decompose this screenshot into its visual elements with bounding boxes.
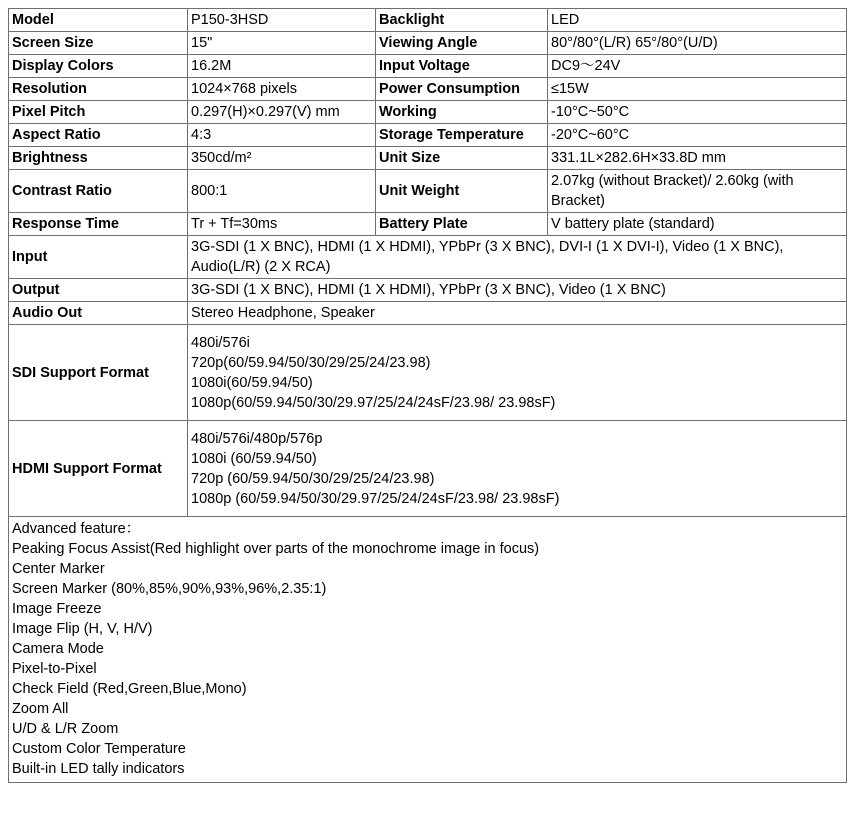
text-line: Audio(L/R) (2 X RCA) bbox=[191, 259, 331, 275]
label-viewing-angle: Viewing Angle bbox=[376, 32, 548, 55]
table-row bbox=[9, 279, 847, 302]
label-audio-out: Audio Out bbox=[9, 302, 188, 325]
value-response-time: Tr + Tf=30ms bbox=[188, 213, 376, 236]
feature-item: Check Field (Red,Green,Blue,Mono) bbox=[12, 681, 247, 697]
text-line: 720p(60/59.94/50/30/29/25/24/23.98) bbox=[191, 354, 431, 371]
value-unit-weight bbox=[548, 170, 847, 213]
table-row bbox=[9, 302, 847, 325]
label-hdmi-support-format: HDMI Support Format bbox=[9, 421, 188, 517]
table-row bbox=[9, 213, 847, 236]
feature-item: Center Marker bbox=[12, 561, 105, 577]
value-pixel-pitch: 0.297(H)×0.297(V) mm bbox=[188, 101, 376, 124]
value-resolution: 1024×768 pixels bbox=[188, 78, 376, 101]
feature-item: U/D & L/R Zoom bbox=[12, 721, 119, 737]
value-working: -10°C~50°C bbox=[548, 101, 847, 124]
text-line: 1080i(60/59.94/50) bbox=[191, 374, 313, 391]
label-brightness: Brightness bbox=[9, 147, 188, 170]
value-screen-size: 15" bbox=[188, 32, 376, 55]
value-output: 3G-SDI (1 X BNC), HDMI (1 X HDMI), YPbPr (3 X BNC), Video (1 X BNC) bbox=[188, 279, 847, 302]
value-input bbox=[188, 236, 847, 279]
table-row bbox=[9, 32, 847, 55]
label-output: Output bbox=[9, 279, 188, 302]
label-screen-size: Screen Size bbox=[9, 32, 188, 55]
table-row bbox=[9, 55, 847, 78]
text-line: 2.07kg (without Bracket)/ 2.60kg (with bbox=[551, 173, 794, 189]
text-line: 3G-SDI (1 X BNC), HDMI (1 X HDMI), YPbPr (3 X BNC), DVI-I (1 X DVI-I), Video (1 X BNC), bbox=[191, 239, 784, 255]
label-display-colors: Display Colors bbox=[9, 55, 188, 78]
spec-table bbox=[8, 8, 847, 783]
table-row bbox=[9, 170, 847, 213]
table-row bbox=[9, 236, 847, 279]
advanced-features bbox=[9, 517, 847, 783]
label-aspect-ratio: Aspect Ratio bbox=[9, 124, 188, 147]
value-power-consumption: ≤15W bbox=[548, 78, 847, 101]
text-line: 1080p(60/59.94/50/30/29.97/25/24/24sF/23.98/ 23.98sF) bbox=[191, 394, 556, 411]
value-viewing-angle: 80°/80°(L/R) 65°/80°(U/D) bbox=[548, 32, 847, 55]
table-row bbox=[9, 101, 847, 124]
value-audio-out: Stereo Headphone, Speaker bbox=[188, 302, 847, 325]
text-line: 1080p (60/59.94/50/30/29.97/25/24/24sF/23.98/ 23.98sF) bbox=[191, 490, 560, 507]
text-line: 480i/576i/480p/576p bbox=[191, 430, 323, 447]
label-storage-temperature: Storage Temperature bbox=[376, 124, 548, 147]
text-line: Bracket) bbox=[551, 193, 605, 209]
text-line: 720p (60/59.94/50/30/29/25/24/23.98) bbox=[191, 470, 435, 487]
feature-item: Screen Marker (80%,85%,90%,93%,96%,2.35:1) bbox=[12, 581, 327, 597]
label-response-time: Response Time bbox=[9, 213, 188, 236]
table-row bbox=[9, 421, 847, 517]
label-unit-size: Unit Size bbox=[376, 147, 548, 170]
value-unit-size: 331.1L×282.6H×33.8D mm bbox=[548, 147, 847, 170]
table-row bbox=[9, 325, 847, 421]
label-unit-weight: Unit Weight bbox=[376, 170, 548, 213]
text-line: 480i/576i bbox=[191, 334, 250, 351]
feature-item: Peaking Focus Assist(Red highlight over parts of the monochrome image in focus) bbox=[12, 541, 540, 557]
value-model: P150-3HSD bbox=[188, 9, 376, 32]
value-sdi-support-format bbox=[188, 325, 847, 421]
feature-item: Camera Mode bbox=[12, 641, 104, 657]
value-hdmi-support-format bbox=[188, 421, 847, 517]
label-battery-plate: Battery Plate bbox=[376, 213, 548, 236]
table-row bbox=[9, 147, 847, 170]
label-pixel-pitch: Pixel Pitch bbox=[9, 101, 188, 124]
value-input-voltage: DC9～24V bbox=[548, 55, 847, 78]
feature-item: Image Flip (H, V, H/V) bbox=[12, 621, 153, 637]
value-contrast-ratio: 800:1 bbox=[188, 170, 376, 213]
value-aspect-ratio: 4:3 bbox=[188, 124, 376, 147]
label-backlight: Backlight bbox=[376, 9, 548, 32]
value-display-colors: 16.2M bbox=[188, 55, 376, 78]
label-input-voltage: Input Voltage bbox=[376, 55, 548, 78]
label-working: Working bbox=[376, 101, 548, 124]
label-sdi-support-format: SDI Support Format bbox=[9, 325, 188, 421]
feature-item: Pixel-to-Pixel bbox=[12, 661, 97, 677]
feature-item: Zoom All bbox=[12, 701, 69, 717]
label-model: Model bbox=[9, 9, 188, 32]
feature-item: Custom Color Temperature bbox=[12, 741, 186, 757]
value-brightness: 350cd/m² bbox=[188, 147, 376, 170]
features-heading: Advanced feature： bbox=[12, 521, 141, 537]
table-row bbox=[9, 78, 847, 101]
table-row bbox=[9, 517, 847, 783]
value-storage-temperature: -20°C~60°C bbox=[548, 124, 847, 147]
feature-item: Image Freeze bbox=[12, 601, 102, 617]
table-row bbox=[9, 9, 847, 32]
value-battery-plate: V battery plate (standard) bbox=[548, 213, 847, 236]
table-row bbox=[9, 124, 847, 147]
value-backlight: LED bbox=[548, 9, 847, 32]
label-power-consumption: Power Consumption bbox=[376, 78, 548, 101]
label-resolution: Resolution bbox=[9, 78, 188, 101]
label-contrast-ratio: Contrast Ratio bbox=[9, 170, 188, 213]
label-input: Input bbox=[9, 236, 188, 279]
text-line: 1080i (60/59.94/50) bbox=[191, 450, 317, 467]
feature-item: Built-in LED tally indicators bbox=[12, 761, 185, 777]
